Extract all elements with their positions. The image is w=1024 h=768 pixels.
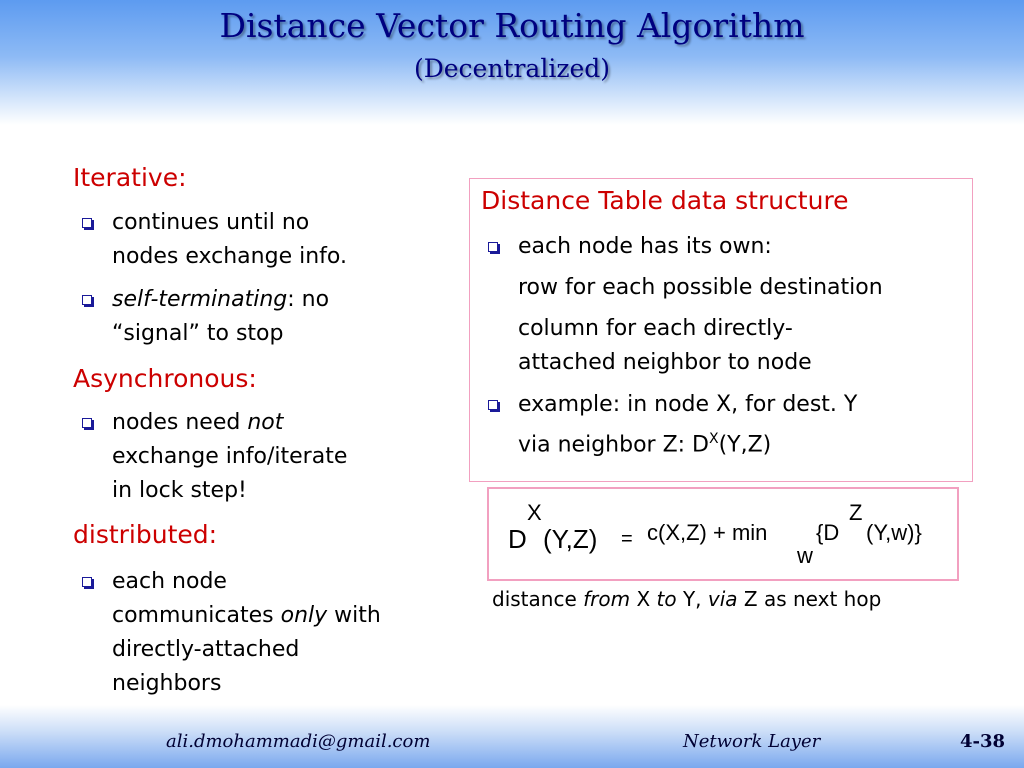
text-span: X	[630, 587, 657, 611]
formula-sup-Z: Z	[849, 500, 863, 525]
emphasis-text: via	[707, 587, 738, 611]
slide-title: Distance Vector Routing Algorithm	[219, 6, 805, 45]
text-span: Y,	[676, 587, 708, 611]
text-span: Z as next hop	[737, 587, 882, 611]
bullet-text-line: example: in node X, for dest. Y	[518, 392, 858, 417]
formula-Yw: (Y,w)}	[866, 520, 922, 545]
bullet-text-line: each node	[112, 569, 227, 594]
asynchronous-heading: Asynchronous:	[73, 364, 257, 393]
emphasis-text: from	[583, 587, 631, 611]
emphasis-text: only	[280, 603, 328, 628]
formula-D: D	[508, 524, 527, 554]
formula-equals: =	[621, 528, 633, 550]
emphasis-text: to	[656, 587, 677, 611]
formula-sub-w: w	[797, 543, 813, 568]
bullet-text-line	[518, 422, 857, 462]
emphasis-text: self-terminating	[112, 287, 288, 312]
bullet-continues	[112, 206, 347, 274]
emphasis-text: not	[247, 410, 284, 435]
text-span: communicates	[112, 603, 281, 628]
formula-brace-D: {D	[816, 520, 840, 545]
bullet-text-line: nodes exchange info.	[112, 244, 347, 269]
superscript: X	[709, 431, 719, 447]
text-line: attached neighbor to node	[518, 350, 812, 375]
column-description	[518, 312, 812, 380]
bullet-marker	[82, 577, 92, 587]
bullet-text-line: in lock step!	[112, 478, 247, 503]
formula-cost-min: c(X,Z) + min	[647, 520, 768, 545]
distributed-heading: distributed:	[73, 520, 218, 549]
formula-caption	[492, 582, 881, 616]
formula-YZ: (Y,Z)	[543, 524, 598, 554]
text-span: : no	[287, 287, 330, 312]
text-span: distance	[492, 587, 584, 611]
iterative-heading: Iterative:	[73, 163, 187, 192]
bullet-text-line: continues until no	[112, 210, 310, 235]
bullet-text-line: “signal” to stop	[112, 321, 284, 346]
bullet-marker	[82, 418, 92, 428]
distance-table-heading: Distance Table data structure	[481, 186, 849, 215]
bullet-text-line	[112, 283, 329, 317]
bullet-marker	[488, 242, 498, 252]
bullet-self-terminating	[112, 283, 329, 351]
bullet-marker	[82, 295, 92, 305]
bullet-marker	[82, 218, 92, 228]
slide-subtitle: (Decentralized)	[413, 54, 611, 83]
text-line: column for each directly-	[518, 316, 793, 341]
footer-title: Network Layer	[683, 731, 821, 752]
bullet-each-node-own	[518, 230, 772, 264]
text-span: nodes need	[112, 410, 248, 435]
bullet-each-node	[112, 565, 381, 701]
bullet-text-line: directly-attached	[112, 637, 300, 662]
bullet-text-line: exchange info/iterate	[112, 444, 348, 469]
bullet-text-line: each node has its own:	[518, 234, 772, 259]
bullet-example	[518, 388, 857, 462]
footer-email: ali.dmohammadi@gmail.com	[166, 731, 431, 752]
row-description: row for each possible destination	[518, 275, 883, 300]
page-number: 4-38	[960, 731, 1006, 752]
formula-sup-X: X	[527, 500, 542, 525]
bullet-text-line: neighbors	[112, 671, 222, 696]
bullet-marker	[488, 400, 498, 410]
text-span: via neighbor Z: D	[518, 432, 709, 458]
bullet-text-line	[112, 599, 381, 633]
text-span: with	[327, 603, 381, 628]
bullet-nodes-need-not	[112, 406, 347, 508]
bullet-text-line	[112, 406, 347, 440]
text-span: (Y,Z)	[718, 432, 772, 458]
footer-band	[0, 705, 1024, 768]
